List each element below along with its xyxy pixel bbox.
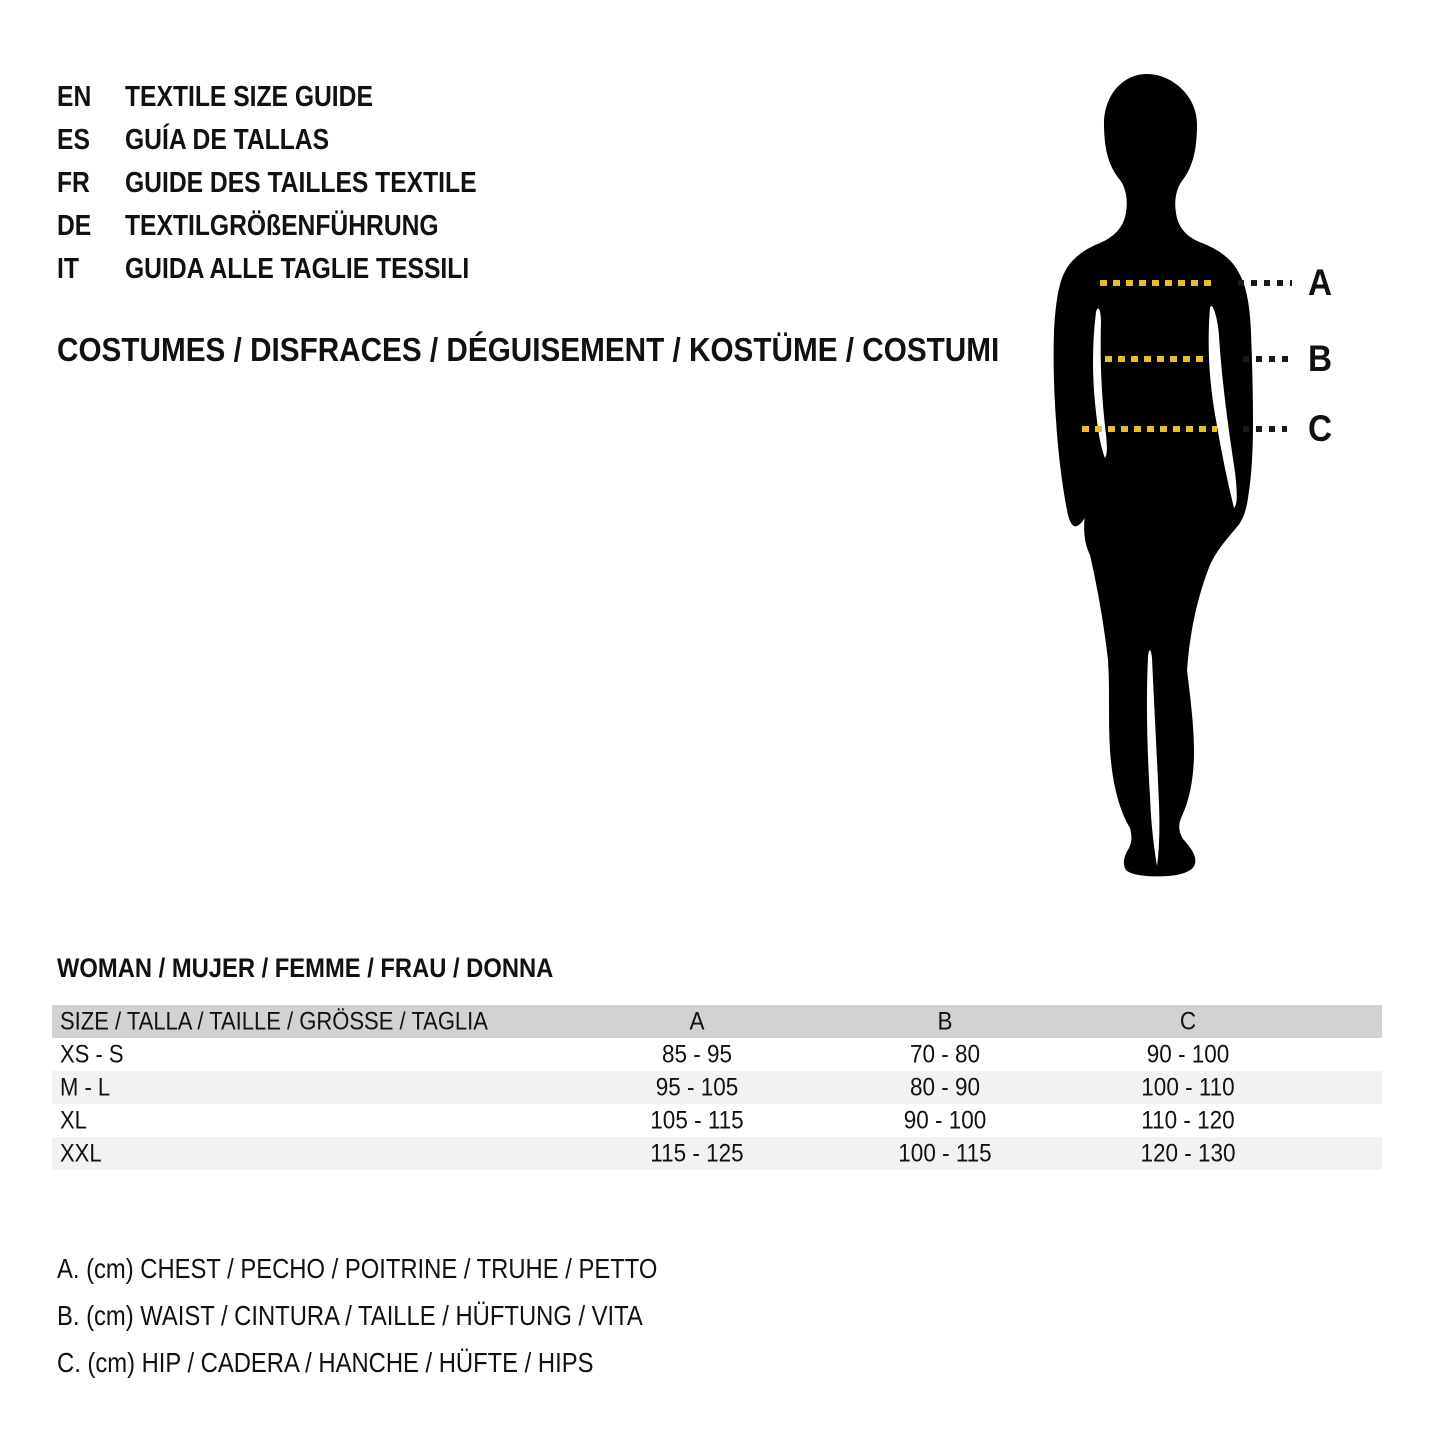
language-row-fr xyxy=(57,162,477,205)
language-row-it xyxy=(57,248,477,291)
section-title-woman: WOMAN / MUJER / FEMME / FRAU / DONNA xyxy=(57,953,554,983)
size-cell: XL xyxy=(60,1106,87,1134)
table-row-xxl xyxy=(52,1137,1382,1170)
category-title: COSTUMES / DISFRACES / DÉGUISEMENT / KOSTÜME / COSTUMI xyxy=(57,331,1000,368)
waist-range-cell: 80 - 90 xyxy=(909,1073,981,1101)
waist-range-cell: 90 - 100 xyxy=(903,1106,987,1134)
size-column-header: SIZE / TALLA / TAILLE / GRÖSSE / TAGLIA xyxy=(60,1007,488,1035)
waist-range-cell: 70 - 80 xyxy=(909,1040,981,1068)
language-row-de xyxy=(57,205,477,248)
guide-title: TEXTILE SIZE GUIDE xyxy=(125,81,373,113)
language-row-es xyxy=(57,119,477,162)
language-code: ES xyxy=(57,124,90,156)
chest-range-cell: 95 - 105 xyxy=(655,1073,739,1101)
guide-title: GUIDA ALLE TAGLIE TESSILI xyxy=(125,253,470,285)
legend-waist: B. (cm) WAIST / CINTURA / TAILLE / HÜFTUNG / VITA xyxy=(57,1300,643,1331)
legend-hip: C. (cm) HIP / CADERA / HANCHE / HÜFTE / HIPS xyxy=(57,1347,594,1378)
guide-title: TEXTILGRÖßENFÜHRUNG xyxy=(125,210,439,242)
table-row-xl xyxy=(52,1104,1382,1137)
size-table-header-row xyxy=(52,1005,1382,1038)
legend-chest: A. (cm) CHEST / PECHO / POITRINE / TRUHE / PETTO xyxy=(57,1253,658,1284)
hip-range-cell: 110 - 120 xyxy=(1141,1106,1235,1134)
chest-range-cell: 85 - 95 xyxy=(661,1040,733,1068)
hip-range-cell: 90 - 100 xyxy=(1146,1040,1230,1068)
woman-silhouette-figure xyxy=(1030,60,1330,880)
language-code: EN xyxy=(57,81,92,113)
size-cell: M - L xyxy=(60,1073,111,1101)
size-cell: XXL xyxy=(60,1139,102,1167)
chest-range-cell: 105 - 115 xyxy=(650,1106,744,1134)
measure-label-c: C xyxy=(1307,408,1333,449)
hip-range-cell: 120 - 130 xyxy=(1140,1139,1236,1167)
language-row-en xyxy=(57,76,477,119)
waist-range-cell: 100 - 115 xyxy=(898,1139,992,1167)
table-row-m-l xyxy=(52,1071,1382,1104)
language-code: DE xyxy=(57,210,92,242)
column-header-a: A xyxy=(689,1007,705,1035)
measure-label-b: B xyxy=(1307,338,1333,379)
table-row-xs-s xyxy=(52,1038,1382,1071)
language-title-list xyxy=(57,76,477,291)
language-code: FR xyxy=(57,167,90,199)
size-table xyxy=(52,1005,1382,1170)
guide-title: GUIDE DES TAILLES TEXTILE xyxy=(125,167,477,199)
chest-range-cell: 115 - 125 xyxy=(650,1139,744,1167)
measurement-legend xyxy=(57,1245,657,1386)
size-cell: XS - S xyxy=(60,1040,124,1068)
measure-label-a: A xyxy=(1307,262,1333,303)
hip-range-cell: 100 - 110 xyxy=(1141,1073,1235,1101)
language-code: IT xyxy=(57,253,79,285)
column-header-b: B xyxy=(937,1007,953,1035)
column-header-c: C xyxy=(1179,1007,1197,1035)
guide-title: GUÍA DE TALLAS xyxy=(125,124,330,156)
